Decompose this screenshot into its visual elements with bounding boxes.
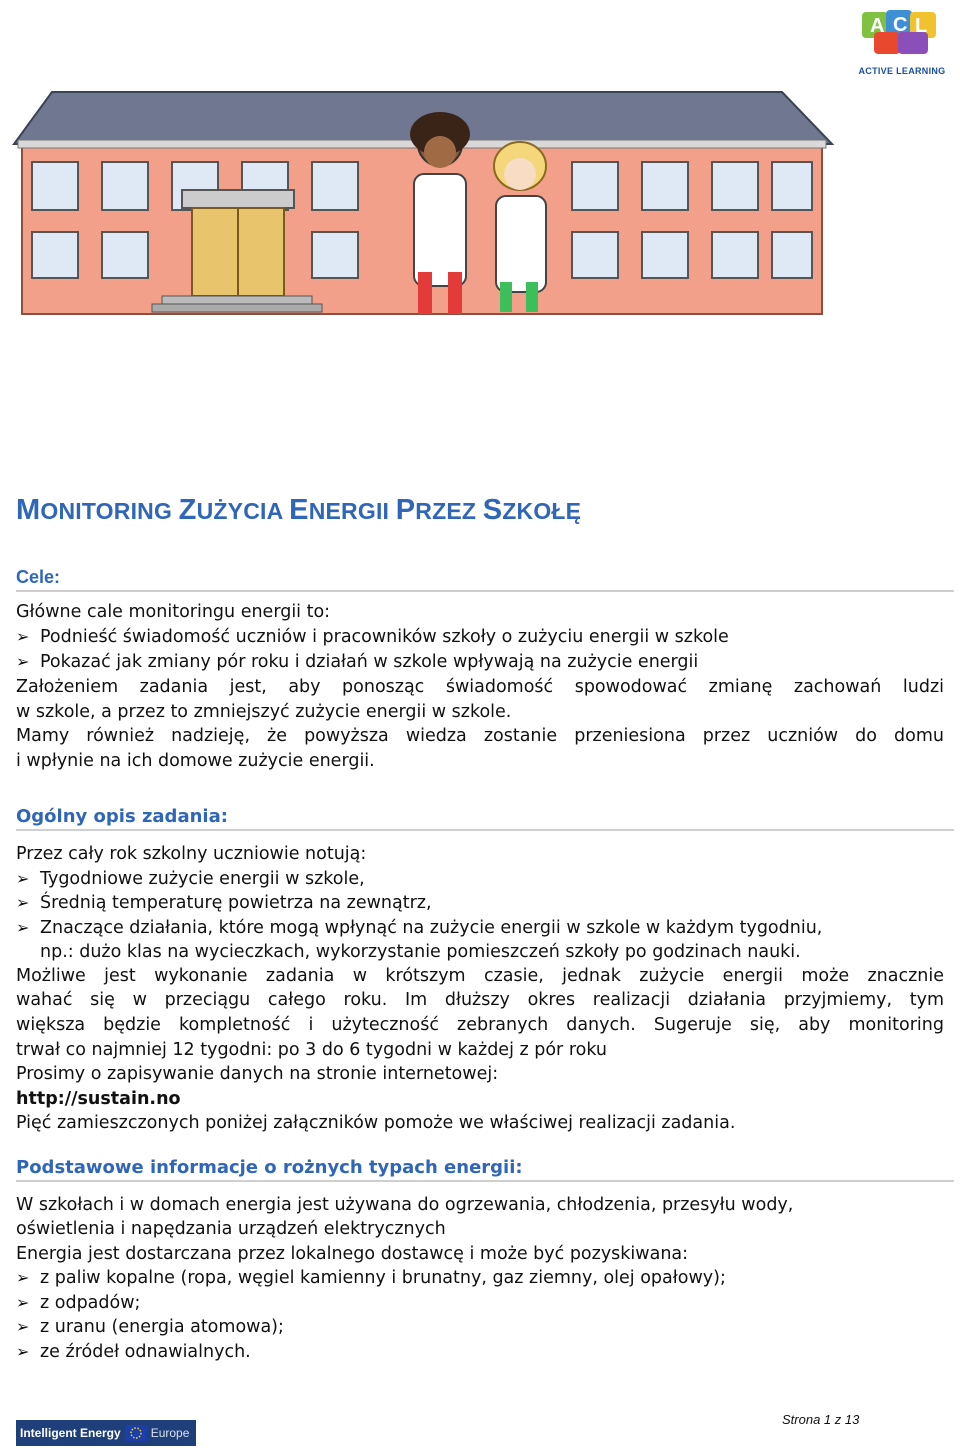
paragraph-line: Założeniem zadania jest, aby ponosząc świadomość spowodować zmianę zachowań ludzi [16,677,944,697]
list-item: ➢ Średnią temperaturę powietrza na zewnątrz, [16,893,432,913]
page-title: MONITORING ZUŻYCIA ENERGII PRZEZ SZKOŁĘ [16,494,582,526]
scientist-left [410,112,470,314]
paragraph-line: wahać się w przeciągu całego roku. Im dłuższy okres realizacji działania przyjmiemy, tym [16,990,944,1010]
arrow-bullet-icon: ➢ [16,652,30,671]
arrow-bullet-icon: ➢ [16,1342,30,1361]
footer-logo-left: Intelligent Energy [20,1426,121,1440]
list-item: ➢ z uranu (energia atomowa); [16,1317,284,1337]
paragraph-line: trwał co najmniej 12 tygodni: po 3 do 6 tygodni w każdej z pór roku [16,1040,608,1060]
arrow-bullet-icon: ➢ [16,893,30,912]
section-divider [16,590,954,592]
school-illustration [12,82,942,332]
eu-flag-icon [125,1425,147,1441]
section-divider [16,1180,954,1182]
opis-intro: Przez cały rok szkolny uczniowie notują: [16,844,367,864]
section-heading-opis: Ogólny opis zadania: [16,806,228,827]
list-item: ➢ Pokazać jak zmiany pór roku i działań w szkole wpływają na zużycie energii [16,652,699,672]
cele-intro: Główne cale monitoringu energii to: [16,602,331,622]
paragraph-line: W szkołach i w domach energia jest używana do ogrzewania, chłodzenia, przesyłu wody, [16,1195,794,1215]
list-item: ➢ z paliw kopalne (ropa, węgiel kamienny i brunatny, gaz ziemny, olej opałowy); [16,1268,726,1288]
bullet-continuation: np.: dużo klas na wycieczkach, wykorzystanie pomieszczeń szkoły po godzinach nauki. [40,942,801,962]
svg-text:L: L [915,15,928,37]
list-item: ➢ Podnieść świadomość uczniów i pracowników szkoły o zużyciu energii w szkole [16,627,729,647]
scientist-right [494,142,546,312]
paragraph-line: Energia jest dostarczana przez lokalnego dostawcę i może być pozyskiwana: [16,1244,689,1264]
active-learning-logo [852,6,952,76]
paragraph-line: Prosimy o zapisywanie danych na stronie internetowej: [16,1064,499,1084]
arrow-bullet-icon: ➢ [16,1293,30,1312]
arrow-bullet-icon: ➢ [16,1317,30,1336]
section-heading-cele: Cele: [16,567,61,587]
svg-text:C: C [893,14,908,36]
arrow-bullet-icon: ➢ [16,918,30,937]
website-link[interactable]: http://sustain.no [16,1089,181,1109]
section-heading-podstawowe: Podstawowe informacje o rożnych typach energii: [16,1157,523,1178]
paragraph-line: oświetlenia i napędzania urządzeń elektrycznych [16,1219,446,1239]
list-item: ➢ Znaczące działania, które mogą wpłynąć na zużycie energii w szkole w każdym tygodniu, [16,918,823,938]
list-item: ➢ Tygodniowe zużycie energii w szkole, [16,869,365,889]
footer-logo-right: Europe [150,1426,190,1440]
svg-text:A: A [870,15,885,37]
list-item: ➢ ze źródeł odnawialnych. [16,1342,251,1362]
paragraph-line: większa będzie kompletność i użyteczność zebranych danych. Sugeruje się, aby monitoring [16,1015,944,1035]
paragraph-line: Możliwe jest wykonanie zadania w krótszym czasie, jednak zużycie energii może znacznie [16,966,944,986]
paragraph-line: w szkole, a przez to zmniejszyć zużycie energii w szkole. [16,702,512,722]
paragraph-line: i wpłynie na ich domowe zużycie energii. [16,751,375,771]
paragraph-line: Pięć zamieszczonych poniżej załączników pomoże we właściwej realizacji zadania. [16,1113,736,1133]
intelligent-energy-europe-logo [16,1420,196,1446]
page-number: Strona 1 z 13 [782,1412,860,1427]
list-item: ➢ z odpadów; [16,1293,141,1313]
section-divider [16,829,954,831]
arrow-bullet-icon: ➢ [16,869,30,888]
paragraph-line: Mamy również nadzieję, że powyższa wiedza zostanie przeniesiona przez uczniów do domu [16,726,944,746]
arrow-bullet-icon: ➢ [16,1268,30,1287]
arrow-bullet-icon: ➢ [16,627,30,646]
logo-text: ACTIVE LEARNING [858,66,946,76]
